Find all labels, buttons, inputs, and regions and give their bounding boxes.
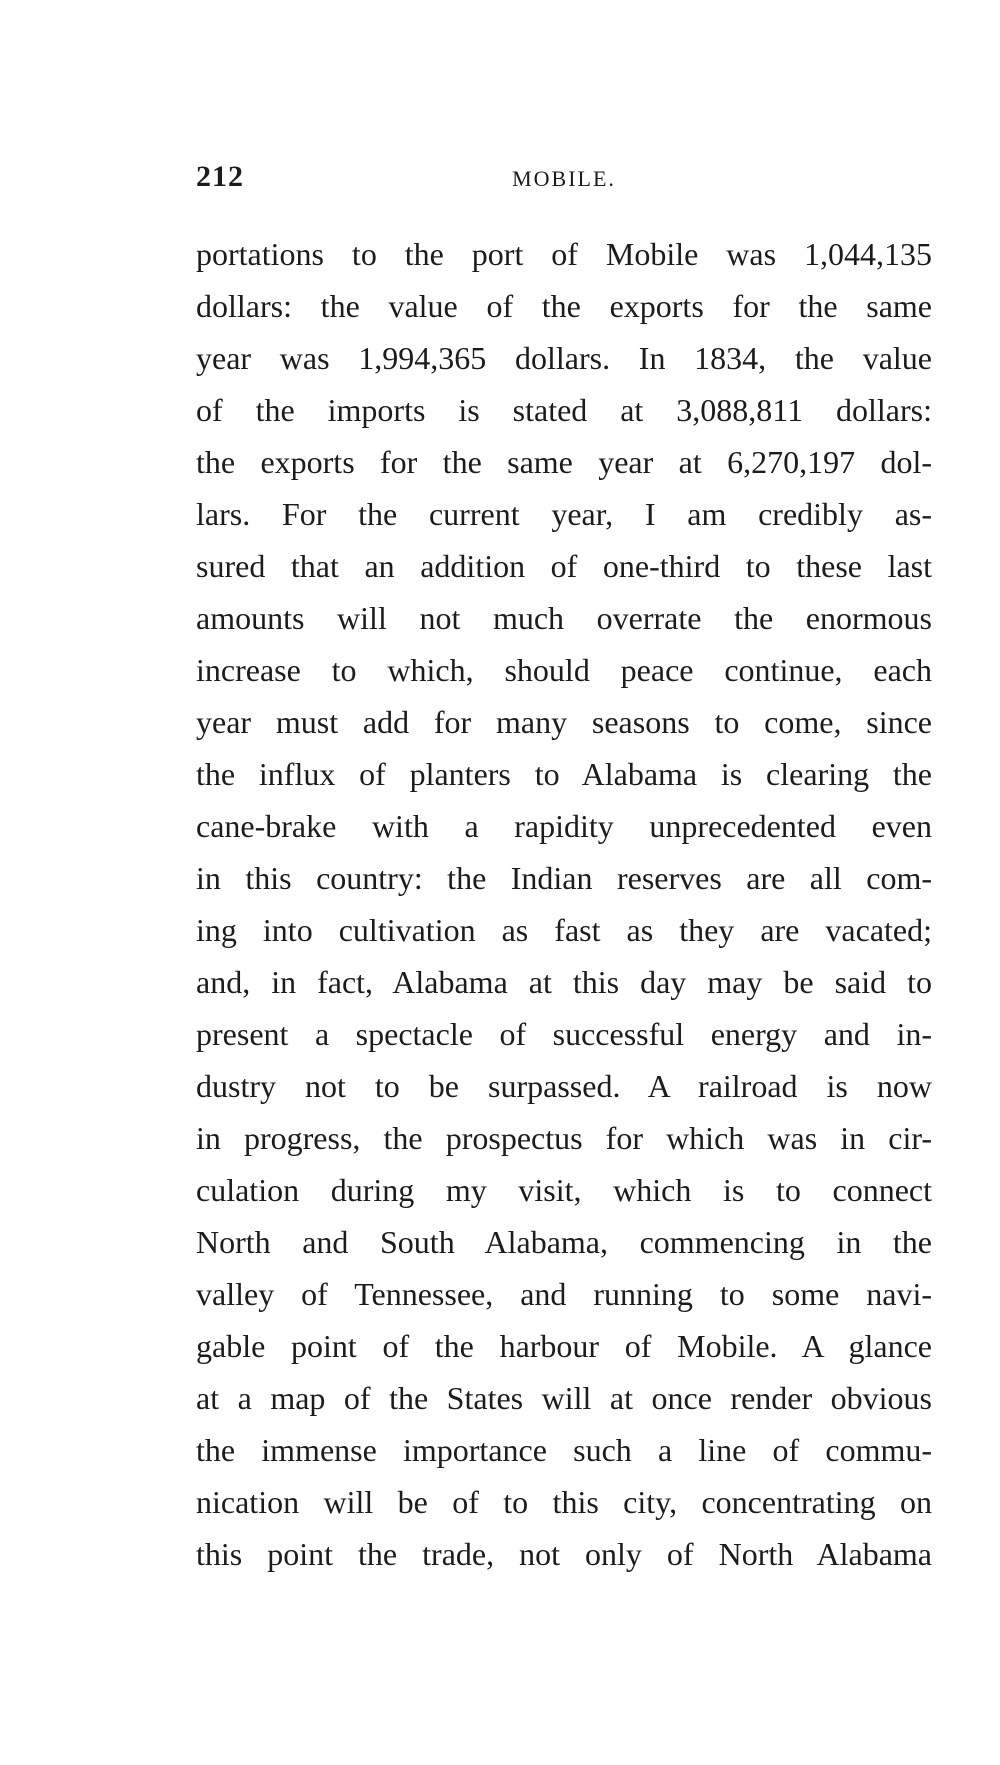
text-line: in progress, the prospectus for which was in cir- — [196, 1120, 932, 1156]
text-line: valley of Tennessee, and running to some navi- — [196, 1276, 932, 1312]
text-line: year must add for many seasons to come, since — [196, 704, 932, 740]
text-line: dustry not to be surpassed. A railroad is now — [196, 1068, 932, 1104]
page-number: 212 — [196, 160, 244, 193]
text-line: and, in fact, Alabama at this day may be said to — [196, 964, 932, 1000]
text-line: the influx of planters to Alabama is clearing the — [196, 756, 932, 792]
text-line: present a spectacle of successful energy and in- — [196, 1016, 932, 1052]
text-line: year was 1,994,365 dollars. In 1834, the value — [196, 340, 932, 376]
text-line: North and South Alabama, commencing in the — [196, 1224, 932, 1260]
text-line: the exports for the same year at 6,270,197 dol- — [196, 444, 932, 480]
text-line: dollars: the value of the exports for the same — [196, 288, 932, 324]
body-text — [196, 228, 932, 1580]
text-line: gable point of the harbour of Mobile. A glance — [196, 1328, 932, 1364]
text-line: in this country: the Indian reserves are all com- — [196, 860, 932, 896]
text-line: cane-brake with a rapidity unprecedented even — [196, 808, 932, 844]
text-line: culation during my visit, which is to connect — [196, 1172, 932, 1208]
text-line: sured that an addition of one-third to these last — [196, 548, 932, 584]
text-line: the immense importance such a line of commu- — [196, 1432, 932, 1468]
text-line: increase to which, should peace continue, each — [196, 652, 932, 688]
page-header — [196, 160, 932, 200]
text-line: at a map of the States will at once render obvious — [196, 1380, 932, 1416]
text-line: of the imports is stated at 3,088,811 dollars: — [196, 392, 932, 428]
running-head: MOBILE. — [512, 166, 616, 191]
text-line: lars. For the current year, I am credibly as- — [196, 496, 932, 532]
text-line: ing into cultivation as fast as they are vacated; — [196, 912, 932, 948]
text-line: nication will be of to this city, concentrating on — [196, 1484, 932, 1520]
text-line: this point the trade, not only of North Alabama — [196, 1536, 932, 1572]
text-line: amounts will not much overrate the enormous — [196, 600, 932, 636]
text-line: portations to the port of Mobile was 1,044,135 — [196, 236, 932, 272]
